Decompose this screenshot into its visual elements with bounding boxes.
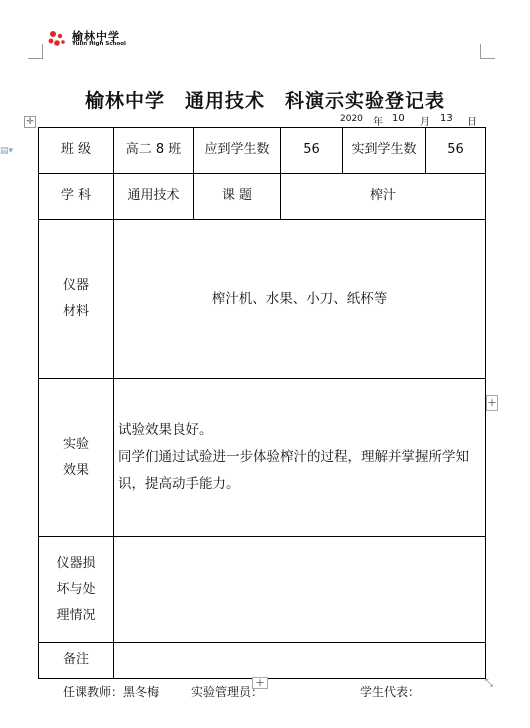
topic-value[interactable]: 榨汁 [281, 174, 486, 220]
actual-count-value[interactable]: 56 [426, 128, 486, 174]
logo-chinese-name: 榆林中学 [72, 30, 120, 43]
damage-label: 仪器损 坏与处 理情况 [39, 537, 114, 643]
signature-row [0, 683, 530, 699]
date-day: 13 [440, 113, 453, 124]
subject-value[interactable]: 通用技术 [114, 174, 194, 220]
remarks-value[interactable] [114, 643, 486, 679]
crop-mark-top-left [28, 44, 43, 59]
crop-mark-top-right [480, 44, 495, 59]
result-line-1: 试验效果良好。 [118, 422, 213, 438]
logo-english-name: Yulin High School [72, 41, 126, 47]
date-year-unit: 年 [373, 117, 383, 128]
class-label: 班 级 [39, 128, 114, 174]
move-cross-icon[interactable]: ✛ [24, 116, 36, 128]
table-row-damage [39, 537, 486, 643]
logo-mark-icon [46, 28, 68, 50]
topic-label: 课 题 [194, 174, 281, 220]
result-label: 实验 效果 [39, 379, 114, 537]
materials-value[interactable]: 榨汁机、水果、小刀、纸杯等 [114, 220, 486, 379]
result-value[interactable] [114, 379, 486, 537]
manager-signature: 实验管理员： [191, 685, 264, 699]
subject-label: 学 科 [39, 174, 114, 220]
table-row-class [39, 128, 486, 174]
student-rep-signature: 学生代表： [360, 685, 421, 699]
table-row-result [39, 379, 486, 537]
date-day-unit: 日 [467, 117, 477, 128]
page-title: 榆林中学 通用技术 科演示实验登记表 [84, 90, 445, 112]
date-row [0, 113, 530, 127]
add-row-plus-icon[interactable]: + [252, 677, 268, 689]
registration-table [38, 127, 486, 679]
class-value[interactable]: 高二 8 班 [114, 128, 194, 174]
materials-label: 仪器 材料 [39, 220, 114, 379]
remarks-label: 备注 [39, 643, 114, 679]
expected-count-value[interactable]: 56 [281, 128, 343, 174]
school-logo [46, 28, 136, 50]
actual-count-label: 实到学生数 [343, 128, 426, 174]
table-row-remarks [39, 643, 486, 679]
date-year: 2020 [340, 114, 363, 124]
damage-value[interactable] [114, 537, 486, 643]
paste-options-icon[interactable]: ▤▾ [0, 146, 14, 156]
result-line-2: 同学们通过试验进一步体验榨汁的过程，理解并掌握所学知识，提高动手能力。 [118, 449, 469, 492]
date-month: 10 [392, 113, 405, 124]
add-column-plus-icon[interactable]: + [487, 396, 497, 409]
date-month-unit: 月 [420, 117, 430, 128]
table-row-materials [39, 220, 486, 379]
expected-count-label: 应到学生数 [194, 128, 281, 174]
resize-corner-icon[interactable]: ⤡ [485, 678, 493, 689]
teacher-signature: 任课教师：黑冬梅 [63, 685, 160, 699]
table-row-subject [39, 174, 486, 220]
